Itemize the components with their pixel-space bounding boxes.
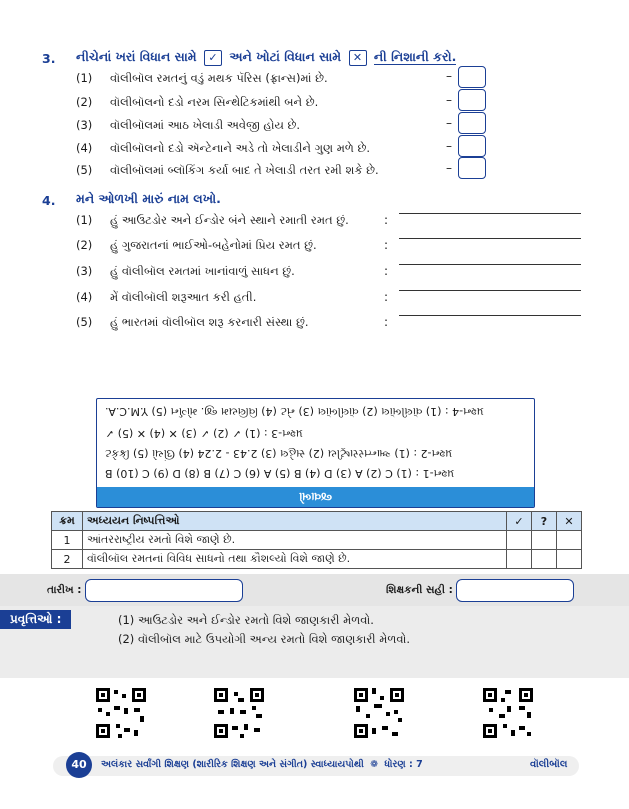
page-number: 40 bbox=[66, 752, 92, 778]
date-field[interactable] bbox=[85, 579, 243, 602]
col-cross-header: ✕ bbox=[557, 512, 582, 531]
dash: – bbox=[446, 93, 452, 107]
dash: – bbox=[446, 161, 452, 175]
answer-key bbox=[96, 398, 535, 508]
col-question-header: ? bbox=[532, 512, 557, 531]
answer-box[interactable] bbox=[458, 135, 486, 157]
activities-label: પ્રવૃત્તિઓ : bbox=[0, 610, 71, 629]
answer-line[interactable] bbox=[399, 315, 581, 316]
answer-line[interactable] bbox=[399, 264, 581, 265]
q4-item: (3) હું વૉલીબૉલ રમતમાં ખાનાંવાળું સાધન છું. bbox=[76, 264, 295, 278]
check-cell[interactable] bbox=[507, 550, 532, 569]
q3-item: (2) વૉલીબૉલનો દડો નરમ સિન્થેટિકમાંથી બને છે. bbox=[76, 95, 319, 109]
signature-label: શિક્ષકની સહી : bbox=[386, 584, 453, 596]
col-outcome-header: અધ્યયન નિષ્પત્તિઓ bbox=[83, 512, 507, 531]
check-cell[interactable] bbox=[507, 531, 532, 550]
cross-symbol-box: ✕ bbox=[349, 50, 367, 66]
learning-outcomes-table bbox=[51, 511, 582, 569]
colon: : bbox=[384, 238, 389, 252]
q3-title bbox=[76, 49, 456, 66]
col-num-header: ક્રમ bbox=[52, 512, 83, 531]
colon: : bbox=[384, 264, 389, 278]
answer-row: પ્રશ્ન-2 : (1) આન્તરરાષ્ટ્રીય (2) સહેલ (3) 2.43 - 2.24 (4) ઊંચો (5) ક્રિકેટ bbox=[105, 447, 453, 460]
q3-title-part3: ની નિશાની કરો. bbox=[373, 49, 457, 64]
q3-item: (3) વૉલીબૉલમાં આઠ ખેલાડી અવેજી હોય છે. bbox=[76, 118, 301, 132]
q3-item: (1) વૉલીબૉલ રમતનું વડું મથક પૅરિસ (ફ્રાન્સ)માં છે. bbox=[76, 71, 328, 85]
question-cell[interactable] bbox=[532, 550, 557, 569]
answer-row: પ્રશ્ન-4 : (1) વૉલીબૉલ (2) વૉલીબૉલ (3) નેટ (4) વિલિયમ જી. મોર્ગન (5) Y.M.C.A. bbox=[105, 405, 484, 418]
answer-line[interactable] bbox=[399, 238, 581, 239]
q3-title-part2: અને ખોટાં વિધાન સામે bbox=[229, 49, 342, 64]
footer-chapter: વૉલીબૉલ bbox=[530, 759, 568, 770]
answer-box[interactable] bbox=[458, 157, 486, 179]
q3-item: (4) વૉલીબૉલનો દડો ઍન્ટેનાને અડે તો ખેલાડીને ગુણ મળે છે. bbox=[76, 141, 370, 155]
date-label: તારીખ : bbox=[47, 584, 82, 596]
table-row: 1 આંતરરાષ્ટ્રીય રમતો વિશે જાણે છે. bbox=[52, 531, 582, 550]
answer-row: પ્રશ્ન-3 : (1) ✓ (2) ✓ (3) ✕ (4) ✕ (5) ✓ bbox=[105, 427, 303, 440]
answer-box[interactable] bbox=[458, 112, 486, 134]
colon: : bbox=[384, 213, 389, 227]
footer-book-title: અલંકાર સર્વાંગી શિક્ષણ (શારીરિક શિક્ષણ અને સંગીત) સ્વાધ્યાયપોથી ❁ ધોરણ : 7 bbox=[101, 759, 423, 770]
answer-box[interactable] bbox=[458, 89, 486, 111]
answer-box[interactable] bbox=[458, 66, 486, 88]
activity-item: (1) આઉટડોર અને ઈન્ડોર રમતો વિશે જાણકારી મેળવો. bbox=[118, 613, 374, 627]
q4-item: (5) હું ભારતમાં વૉલીબૉલ શરૂ કરનારી સંસ્થા છું. bbox=[76, 315, 309, 329]
qr-code-icon[interactable] bbox=[352, 686, 406, 740]
signature-field[interactable] bbox=[456, 579, 574, 602]
dash: – bbox=[446, 139, 452, 153]
activity-item: (2) વૉલીબૉલ માટે ઉપયોગી અન્ય રમતો વિશે જાણકારી મેળવો. bbox=[118, 632, 411, 646]
q4-item: (4) મેં વૉલીબૉલી શરૂઆત કરી હતી. bbox=[76, 290, 257, 304]
check-symbol-box: ✓ bbox=[204, 50, 222, 66]
q3-title-part1: નીચેનાં ખરાં વિધાન સામે bbox=[76, 49, 197, 64]
dash: – bbox=[446, 116, 452, 130]
colon: : bbox=[384, 315, 389, 329]
answer-line[interactable] bbox=[399, 290, 581, 291]
table-row: 2 વૉલીબૉલ રમતનાં વિવિધ સાધનો તથા કૌશલ્યો વિશે જાણે છે. bbox=[52, 550, 582, 569]
col-check-header: ✓ bbox=[507, 512, 532, 531]
answer-key-heading: જવાબો bbox=[97, 487, 534, 507]
q3-item: (5) વૉલીબૉલમાં બ્લૉકિંગ કર્યા બાદ તે ખેલાડી તરત રમી શકે છે. bbox=[76, 163, 379, 177]
cross-cell[interactable] bbox=[557, 531, 582, 550]
q4-item: (2) હું ગુજરાતનાં ભાઈઓ-બહેનોમાં પ્રિય રમત છું. bbox=[76, 238, 317, 252]
answer-row: પ્રશ્ન-1 : (1) C (2) A (3) D (4) B (5) A (6) C (7) B (8) D (9) C (10) B bbox=[105, 467, 455, 480]
dash: – bbox=[446, 69, 452, 83]
answer-line[interactable] bbox=[399, 213, 581, 214]
q4-title: મને ઓળખી મારું નામ લખો. bbox=[76, 191, 221, 206]
q4-number: 4. bbox=[42, 193, 56, 208]
colon: : bbox=[384, 290, 389, 304]
question-cell[interactable] bbox=[532, 531, 557, 550]
cross-cell[interactable] bbox=[557, 550, 582, 569]
qr-code-icon[interactable] bbox=[481, 686, 535, 740]
q4-item: (1) હું આઉટડોર અને ઈન્ડોર બંને સ્થાને રમાતી રમત છું. bbox=[76, 213, 349, 227]
q3-number: 3. bbox=[42, 51, 56, 66]
qr-code-icon[interactable] bbox=[212, 686, 266, 740]
qr-code-icon[interactable] bbox=[94, 686, 148, 740]
